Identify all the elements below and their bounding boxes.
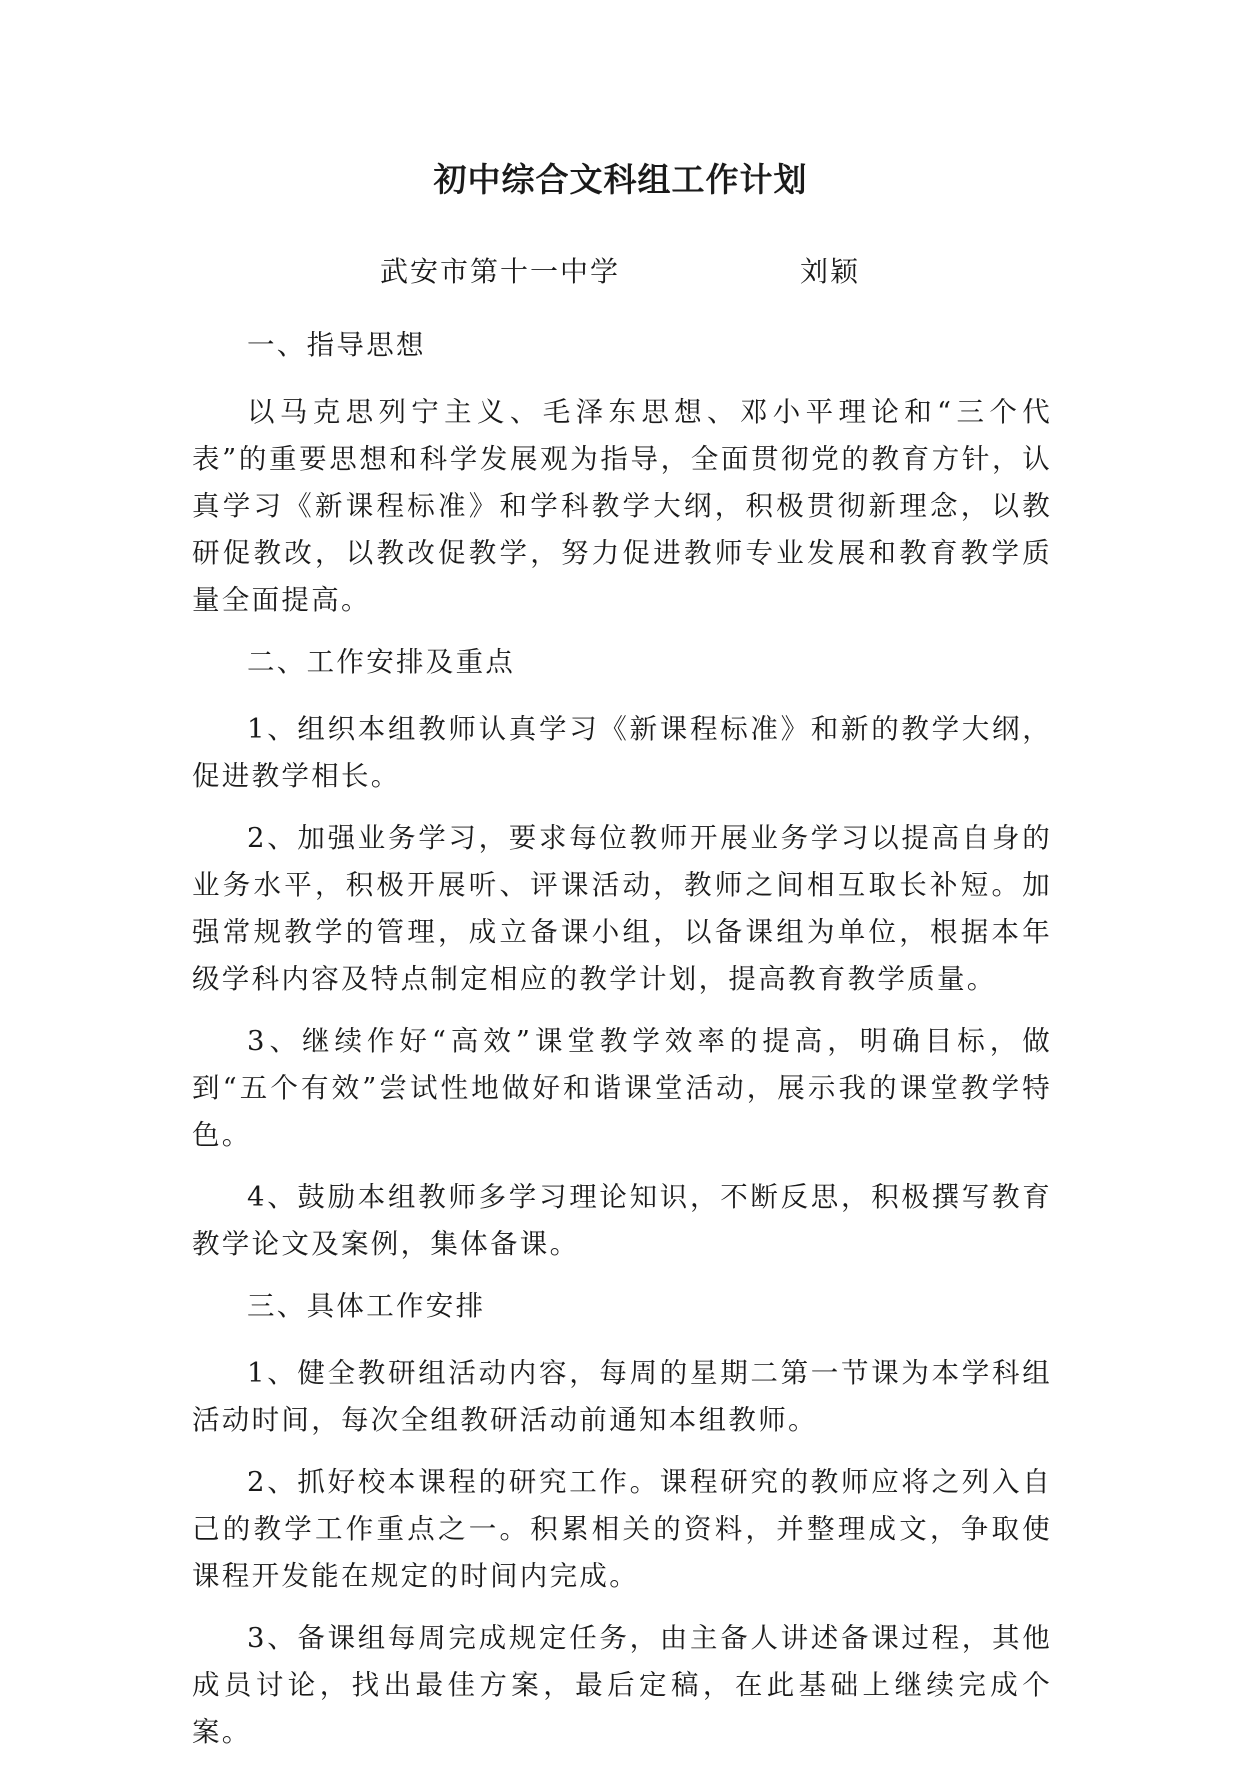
- paragraph-work-item-1: 1、组织本组教师认真学习《新课程标准》和新的教学大纲，促进教学相长。: [192, 713, 1052, 792]
- section-heading-2: 二、工作安排及重点: [247, 646, 516, 678]
- paragraph-specific-item-2: 2、抓好校本课程的研究工作。课程研究的教师应将之列入自己的教学工作重点之一。积累相关的资料，并整理成文，争取使课程开发能在规定的时间内完成。: [192, 1466, 1052, 1592]
- document-title: 初中综合文科组工作计划: [433, 160, 808, 199]
- section-heading-1: 一、指导思想: [247, 329, 426, 361]
- paragraph-specific-item-3: 3、备课组每周完成规定任务，由主备人讲述备课过程，其他成员讨论，找出最佳方案，最后定稿，在此基础上继续完成个案。: [192, 1622, 1052, 1748]
- paragraph-work-item-2: 2、加强业务学习，要求每位教师开展业务学习以提高自身的业务水平，积极开展听、评课活动，教师之间相互取长补短。加强常规教学的管理，成立备课小组，以备课组为单位，根据本年级学科内容及特点制定相应的教学计划，提高教育教学质量。: [192, 822, 1052, 995]
- paragraph-specific-item-1: 1、健全教研组活动内容，每周的星期二第一节课为本学科组活动时间，每次全组教研活动前通知本组教师。: [192, 1357, 1052, 1436]
- paragraph-work-item-4: 4、鼓励本组教师多学习理论知识，不断反思，积极撰写教育教学论文及案例，集体备课。: [192, 1181, 1052, 1260]
- author-name: 刘颖: [800, 255, 861, 288]
- paragraph-guiding-ideology: 以马克思列宁主义、毛泽东思想、邓小平理论和“三个代表”的重要思想和科学发展观为指导，全面贯彻党的教育方针，认真学习《新课程标准》和学科教学大纲，积极贯彻新理念，以教研促教改，以教改促教学，努力促进教师专业发展和教育教学质量全面提高。: [192, 396, 1052, 616]
- document-body: [192, 322, 1052, 1771]
- paragraph-work-item-3: 3、继续作好“高效”课堂教学效率的提高，明确目标，做到“五个有效”尝试性地做好和谐课堂活动，展示我的课堂教学特色。: [192, 1025, 1052, 1151]
- section-heading-3: 三、具体工作安排: [247, 1290, 486, 1322]
- school-name: 武安市第十一中学: [380, 255, 621, 288]
